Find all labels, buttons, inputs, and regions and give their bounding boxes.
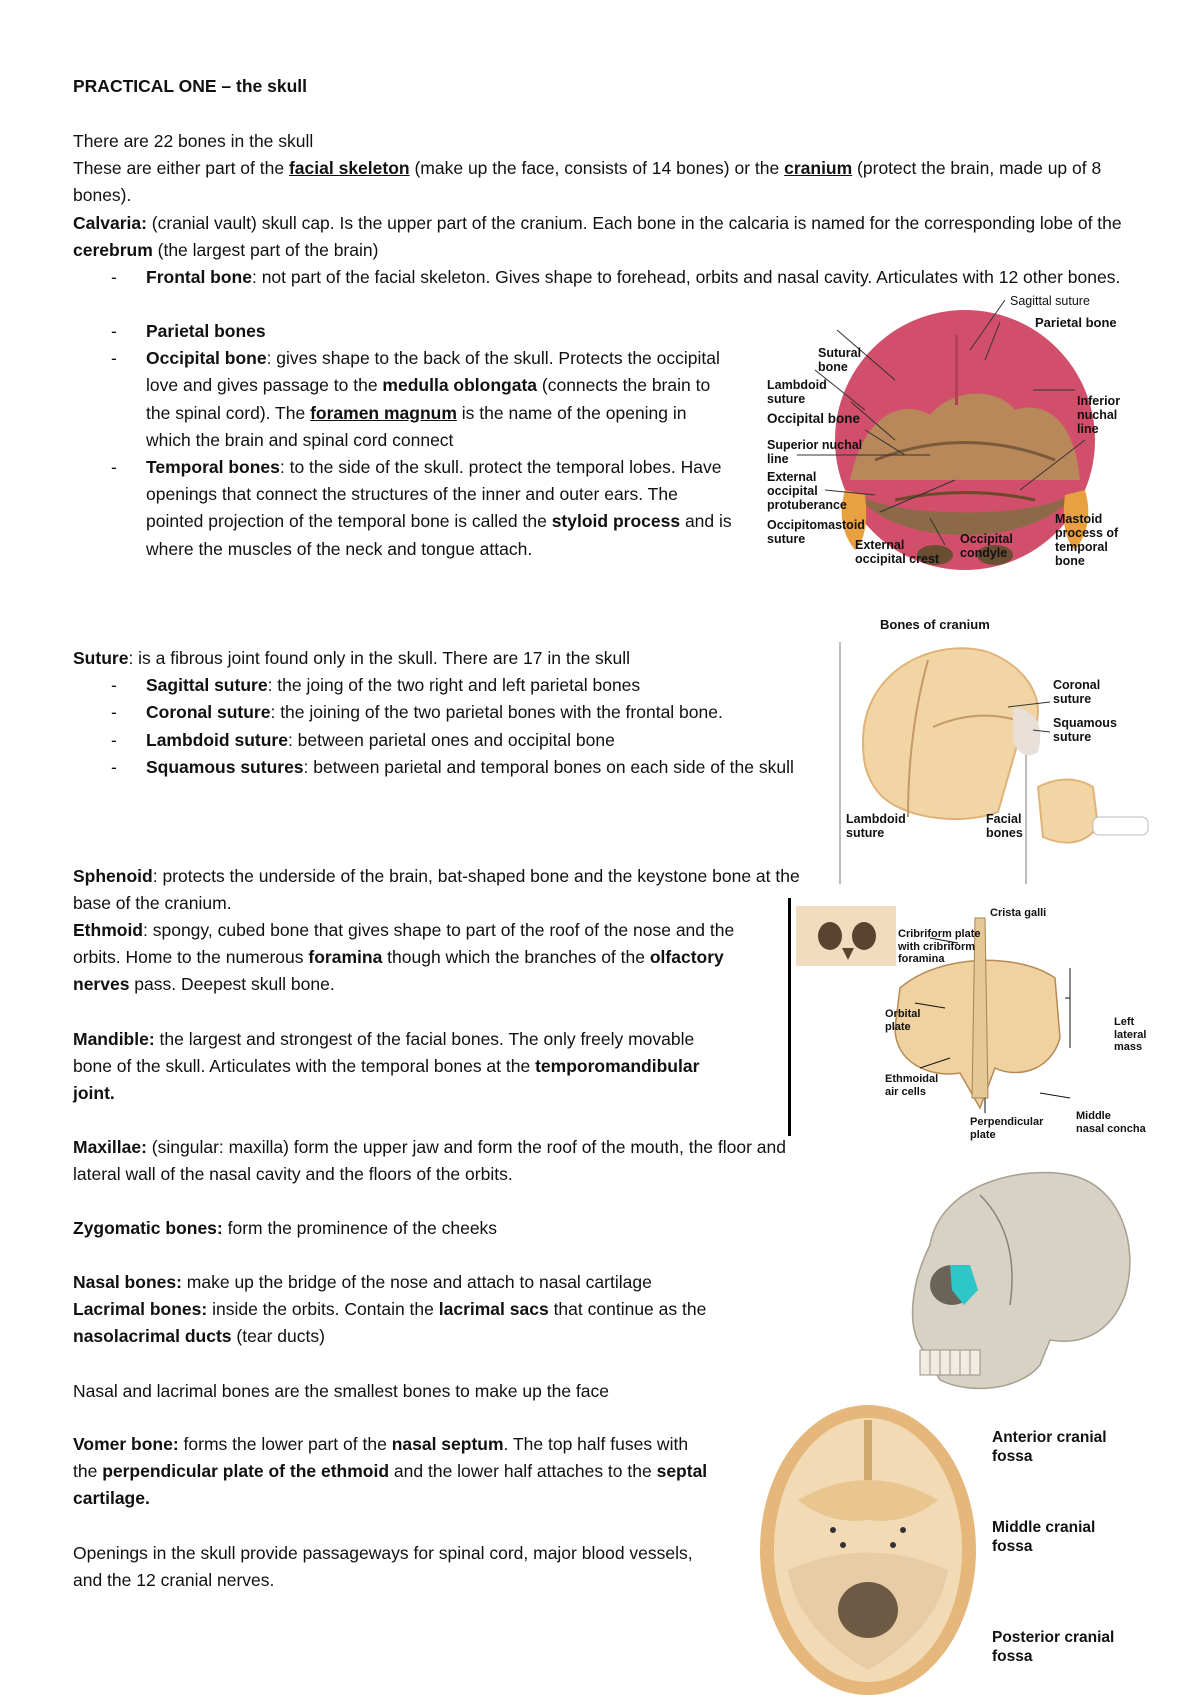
label-coronal-suture: Coronal suture [1053, 678, 1101, 706]
intro-line-2: These are either part of the facial skeleton (make up the face, consists of 14 bones) or the cranium (protect the brain, made up of 8 bones). [73, 158, 1102, 206]
label-crista-galli: Crista galli [990, 907, 1047, 919]
facial-skeleton-term: facial skeleton [288, 158, 410, 179]
label-squamous-suture: Squamous suture [1053, 716, 1117, 744]
label-perpendicular-plate: Perpendicular plate [970, 1116, 1044, 1141]
title-block [73, 73, 307, 100]
lacrimal-paragraph: Lacrimal bones: inside the orbits. Contain the lacrimal sacs that continue as the nasolacrimal ducts (tear ducts) [73, 1299, 707, 1347]
label-external-occipital-crest: External occipital crest [855, 538, 940, 566]
mandible-block [73, 1026, 733, 1108]
vomer-block [73, 1431, 713, 1594]
maxillae-paragraph: Maxillae: (singular: maxilla) form the upper jaw and form the roof of the mouth, the floor and lateral wall of the nasal cavity and the floors of the orbits. [73, 1137, 787, 1185]
list-item-coronal: - Coronal suture: the joining of the two parietal bones with the frontal bone. [111, 702, 723, 723]
cranium-side-illustration [838, 612, 1158, 884]
label-temporal-bone: temporal bone [1055, 540, 1108, 568]
calvaria-list [73, 318, 733, 563]
label-occipital-condyle: Occipital condyle [960, 532, 1013, 560]
label-orbital-plate: Orbital plate [885, 1008, 921, 1033]
nasal-lacrimal-block [73, 1269, 813, 1405]
figure-posterior-skull [755, 290, 1175, 580]
ethmoid-block [73, 917, 785, 999]
suture-block [73, 645, 818, 781]
label-facial-bones: Facial bones [986, 812, 1023, 840]
zygomatic-block [73, 1215, 773, 1242]
sphenoid-block [73, 863, 818, 917]
ethmoid-paragraph: Ethmoid: spongy, cubed bone that gives shape to part of the roof of the nose and the orbits. Home to the numerous foramina though which the branches of the olfactory nerves pass. Deepest skull bone. [73, 920, 735, 995]
cranial-base-illustration [758, 1400, 1178, 1698]
list-item-squamous: - Squamous sutures: between parietal and temporal bones on each side of the skull [111, 756, 794, 777]
calvaria-paragraph: Calvaria: (cranial vault) skull cap. Is the upper part of the cranium. Each bone in the calcaria is named for the corresponding lobe of the cerebrum (the largest part of the brain) [73, 212, 1122, 260]
smallest-paragraph: Nasal and lacrimal bones are the smallest bones to make up the face [73, 1380, 609, 1401]
page-title: PRACTICAL ONE – the skull [73, 76, 308, 96]
label-external-occipital-protuberance: External occipital protuberance [767, 470, 847, 512]
intro-block [73, 128, 1133, 291]
list-item-parietal: - Parietal bones [111, 321, 266, 341]
lacrimal-skull-illustration [900, 1165, 1140, 1400]
label-lambdoid-suture-2: Lambdoid suture [846, 812, 906, 840]
label-anterior-cranial-fossa: Anterior cranial fossa [992, 1429, 1107, 1465]
list-item-temporal: - Temporal bones: to the side of the skull. protect the temporal lobes. Have openings that connect the structures of the inner and outer ears. The pointed projection of the temporal bone is called the styloid process and is where the muscles of the neck and tongue attach. [111, 457, 732, 559]
mandible-paragraph: Mandible: the largest and strongest of the facial bones. The only freely movable bone of the skull. Articulates with the temporal bones at the temporomandibular joint. [73, 1029, 700, 1104]
list-item-occipital: - Occipital bone: gives shape to the back of the skull. Protects the occipital love and gives passage to the medulla oblongata (connects the brain to the spinal cord). The foramen magnum is the name of the opening in which the brain and spinal cord connect [111, 348, 720, 450]
label-bones-of-cranium-title: Bones of cranium [880, 617, 990, 632]
label-sutural-bone: Sutural bone [818, 346, 862, 374]
label-middle-cranial-fossa: Middle cranial fossa [992, 1519, 1096, 1555]
cranium-term: cranium [784, 158, 853, 179]
figure-ethmoid [780, 898, 1160, 1141]
zygomatic-paragraph: Zygomatic bones: form the prominence of the cheeks [73, 1218, 498, 1238]
label-occipitomastoid: Occipitomastoid suture [767, 518, 865, 546]
nasal-paragraph: Nasal bones: make up the bridge of the nose and attach to nasal cartilage [73, 1272, 652, 1292]
vomer-paragraph: Vomer bone: forms the lower part of the nasal septum. The top half fuses with the perpendicular plate of the ethmoid and the lower half attaches to the septal cartilage. [73, 1434, 708, 1509]
suture-paragraph: Suture: is a fibrous joint found only in the skull. There are 17 in the skull [73, 648, 631, 668]
openings-paragraph: Openings in the skull provide passageways for spinal cord, major blood vessels, and the 12 cranial nerves. [73, 1542, 693, 1590]
label-inferior-nuchal: Inferior nuchal line [1077, 394, 1121, 436]
intro-line-1: There are 22 bones in the skull [73, 131, 314, 151]
maxillae-block [73, 1134, 793, 1188]
label-superior-nuchal: Superior nuchal line [767, 438, 863, 466]
label-parietal-bone: Parietal bone [1035, 315, 1117, 330]
label-left-lateral-mass: Left lateral mass [1114, 1016, 1147, 1053]
label-cribriform-plate: Cribriform plate with cribriform foramina [898, 928, 981, 965]
label-posterior-cranial-fossa: Posterior cranial fossa [992, 1629, 1115, 1665]
label-lambdoid-suture: Lambdoid suture [767, 378, 827, 406]
list-item-lambdoid: - Lambdoid suture: between parietal ones and occipital bone [111, 729, 615, 750]
label-middle-nasal-concha: Middle nasal concha [1076, 1110, 1146, 1135]
figure-lacrimal-skull [900, 1165, 1140, 1400]
figure-cranial-fossae [758, 1400, 1178, 1698]
label-occipital-bone: Occipital bone [767, 411, 861, 426]
list-item-sagittal: - Sagittal suture: the joing of the two right and left parietal bones [111, 675, 641, 696]
label-sagittal-suture: Sagittal suture [1010, 294, 1090, 308]
label-mastoid-process: Mastoid process of [1055, 512, 1119, 540]
list-item-frontal: - Frontal bone: not part of the facial skeleton. Gives shape to forehead, orbits and nasal cavity. Articulates with 12 other bones. [111, 267, 1121, 288]
label-ethmoidal-air-cells: Ethmoidal air cells [885, 1073, 939, 1098]
sphenoid-paragraph: Sphenoid: protects the underside of the brain, bat-shaped bone and the keystone bone at the base of the cranium. [73, 866, 800, 914]
figure-bones-of-cranium [838, 612, 1158, 884]
